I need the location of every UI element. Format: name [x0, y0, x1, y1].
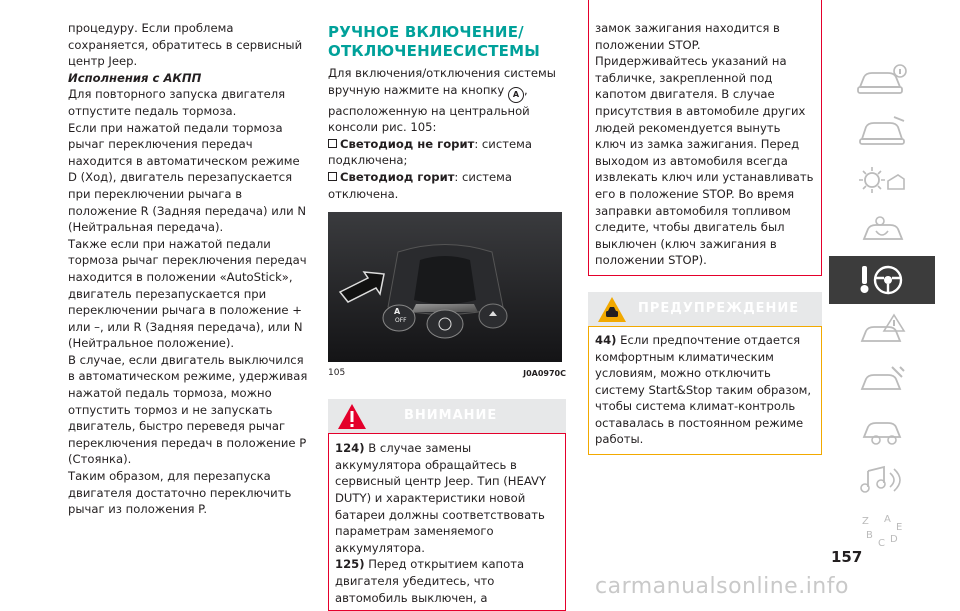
console-illustration	[328, 212, 562, 362]
tab-index[interactable]	[829, 506, 935, 554]
led-icon	[328, 139, 337, 148]
paragraph: Для повторного запуска двигателя отпустите педаль тормоза.	[68, 87, 286, 118]
led-off-text: : система подключена;	[328, 136, 532, 168]
tools-icon	[854, 413, 910, 447]
note-number: 124)	[335, 441, 365, 456]
note-text: Перед открытием капота двигателя убедитесь, что автомобиль выключен, а	[335, 557, 525, 605]
paragraph: Если при нажатой педали тормоза рычаг переключения передач находится в автоматическом режиме D (Ход), двигатель перезапускается при переключении рычага в положение R (Задняя передача) или N (Нейтральная передача).	[68, 120, 307, 235]
precaution-car-icon	[597, 296, 627, 323]
led-on-text: : система отключена.	[328, 169, 513, 201]
warning-note	[335, 440, 559, 556]
light-icon	[854, 163, 910, 197]
warning-box-continued	[588, 0, 822, 276]
service-car-icon	[854, 363, 910, 397]
console-photo	[328, 212, 562, 362]
note-text: Если предпочтение отдается комфортным климатическим условиям, можно отключить систему Start&Stop таким образом, чтобы система климат-контроль оставалась в постоянном режиме работы.	[595, 332, 812, 447]
figure-number: 105	[328, 368, 346, 379]
subheading-automatic: Исполнения с АКПП	[68, 70, 202, 85]
section-title-line-1: РУЧНОЕ ВКЛЮЧЕНИЕ/	[328, 23, 524, 41]
svg-text:C: C	[878, 538, 885, 549]
warning-note	[335, 556, 559, 606]
chapter-sidebar	[829, 56, 935, 556]
figure-code: J0A0970C	[523, 369, 566, 379]
svg-text:Z: Z	[862, 516, 869, 527]
led-on-item	[328, 169, 566, 202]
paragraph: процедуру. Если проблема сохраняется, обратитесь в сервисный центр Jeep.	[68, 21, 303, 69]
section-title	[328, 23, 566, 61]
warning-triangle-icon	[337, 403, 367, 430]
start-stop-button-icon: A	[508, 87, 524, 103]
led-on-label: Светодиод горит	[340, 169, 455, 184]
tab-service[interactable]	[829, 356, 935, 404]
warning-title: ВНИМАНИЕ	[404, 407, 498, 423]
precaution-box	[588, 326, 822, 455]
tab-safety[interactable]	[829, 206, 935, 254]
svg-text:A: A	[884, 514, 891, 525]
svg-text:B: B	[866, 530, 873, 541]
svg-text:E: E	[896, 522, 903, 533]
tab-car-door[interactable]	[829, 106, 935, 154]
precaution-header	[588, 292, 822, 326]
column-3	[588, 20, 822, 455]
paragraph: В случае, если двигатель выключился в автоматическом режиме, удерживая нажатой педаль тормоза, можно отпустить тормоз и не запускать двигатель, быстро переведя рычаг переключения передач в положение P (Стоянка).	[68, 352, 308, 467]
precaution-note	[595, 332, 815, 448]
watermark: carmanualsonline.info	[595, 574, 849, 599]
intro-paragraph	[328, 65, 566, 136]
a-button-label: A	[394, 307, 401, 317]
note-text: В случае замены аккумулятора обращайтесь в сервисный центр Jeep. Тип (HEAVY DUTY) и характеристики новой батареи должны соответствовать параметрам заменяемого аккумулятора.	[335, 441, 547, 555]
car-door-icon	[854, 113, 910, 147]
warning-header	[328, 399, 566, 433]
column-2	[328, 20, 566, 611]
car-safety-icon	[854, 213, 910, 247]
intro-text-end: , расположенную на центральной консоли рис. 105:	[328, 82, 530, 135]
intro-text: Для включения/отключения системы вручную нажмите на кнопку	[328, 66, 556, 97]
precaution-title: ПРЕДУПРЕЖДЕНИЕ	[638, 300, 800, 316]
warning-box	[328, 433, 566, 611]
off-button-label: OFF	[395, 317, 407, 325]
tab-car-info[interactable]	[829, 56, 935, 104]
svg-text:D: D	[890, 534, 898, 545]
paragraph: Таким образом, для перезапуска двигателя достаточно переключить рычаг из положения P.	[68, 469, 292, 517]
tab-emergency[interactable]	[829, 306, 935, 354]
tab-lights[interactable]	[829, 156, 935, 204]
note-number: 44)	[595, 332, 617, 347]
page-number: 157	[831, 548, 863, 566]
note-number: 125)	[335, 557, 365, 572]
led-icon	[328, 172, 337, 181]
tab-technical[interactable]	[829, 406, 935, 454]
led-off-item	[328, 136, 566, 169]
index-icon	[854, 510, 910, 550]
column-1	[68, 20, 308, 518]
section-title-line-2: ОТКЛЮЧЕНИЕСИСТЕМЫ	[328, 42, 540, 60]
led-off-label: Светодиод не горит	[340, 136, 475, 151]
car-info-icon	[854, 63, 910, 97]
media-icon	[854, 463, 910, 497]
steering-key-icon	[854, 262, 910, 298]
tab-starting-driving[interactable]	[829, 256, 935, 304]
tab-multimedia[interactable]	[829, 456, 935, 504]
warning-continued-text: замок зажигания находится в положении STOP. Придерживайтесь указаний на табличке, закрепленной под капотом двигателя. В случае присутствия в автомобиле других людей рекомендуется вынуть ключ из замка зажигания. Перед выходом из автомобиля всегда извлекать ключ или устанавливать его в положение STOP. Во время заправки автомобиля топливом следите, чтобы двигатель был выключен (ключ зажигания в положении STOP).	[595, 21, 814, 268]
figure-caption	[328, 368, 566, 379]
paragraph: Также если при нажатой педали тормоза рычаг переключения передач находится в положении «AutoStick», двигатель перезапускается при переключении рычага в положение + или –, или R (Задняя передача), или N (Нейтральное положение).	[68, 236, 307, 351]
warning-car-icon	[854, 313, 910, 347]
